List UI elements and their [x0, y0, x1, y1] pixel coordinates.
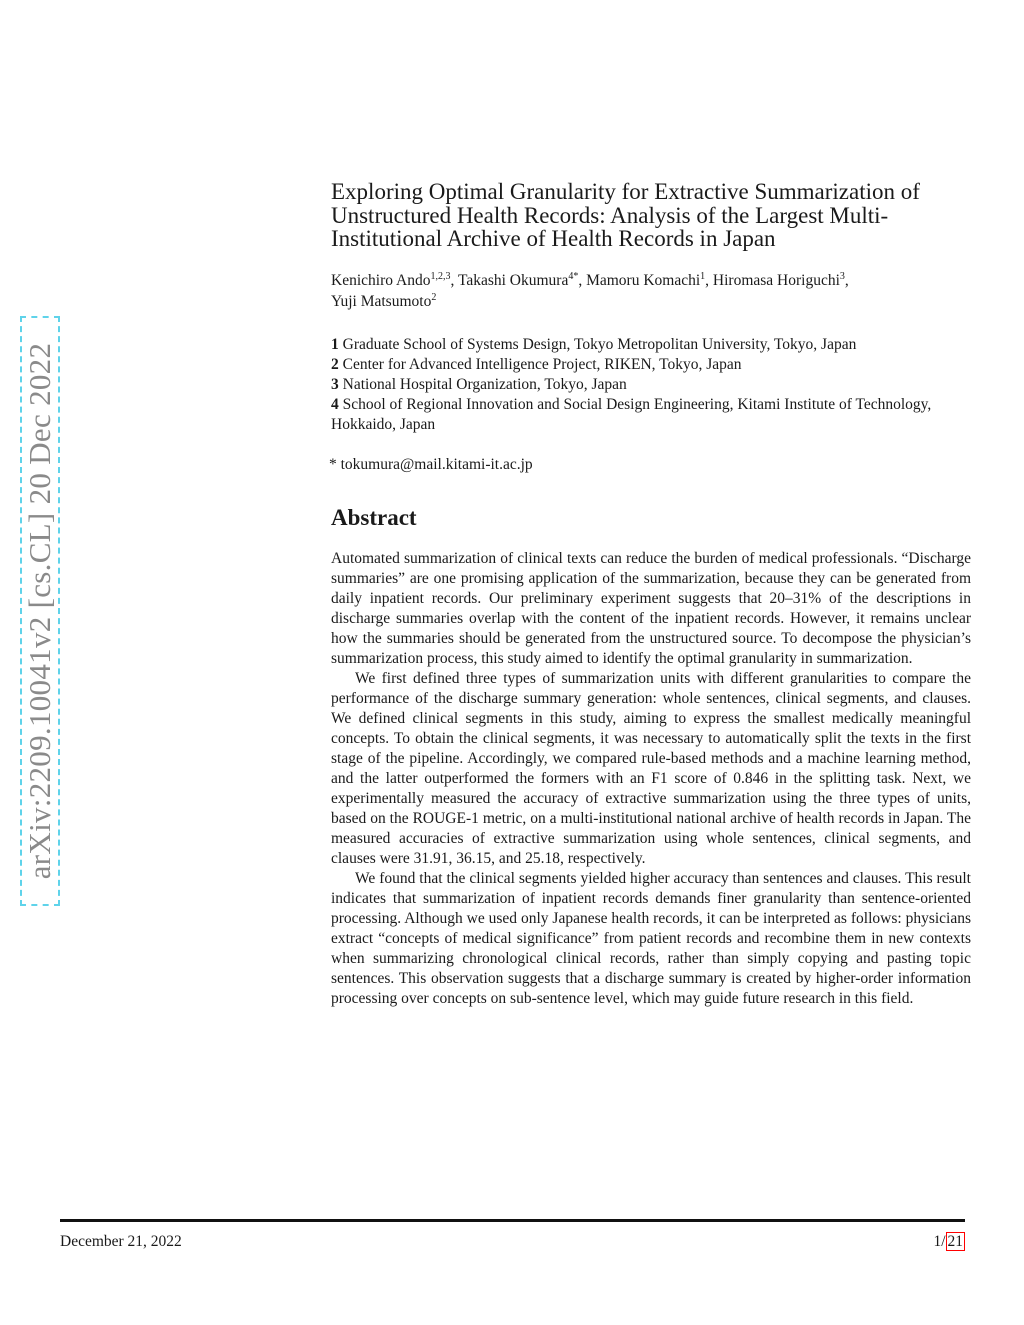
abstract-paragraph: We first defined three types of summarization units with different granularities to compare the performance of the discharge summary generation: whole sentences, clinical segments, and clauses. We defined clinical segments in this study, aiming to express the smallest medically meaningful concepts. To obtain the clinical segments, it was necessary to automatically split the texts in the first stage of the pipeline. Accordingly, we compared rule-based methods and a machine learning method, and the latter outperformed the formers with an F1 score of 0.846 in the splitting task. Next, we experimentally measured the accuracy of extractive summarization using the three types of units, based on the ROUGE-1 metric, on a multi-institutional national archive of health records in Japan. The measured accuracies of extractive summarization using whole sentences, clinical segments, and clauses were 31.91, 36.15, and 25.18, respectively.	[331, 669, 971, 867]
author: Kenichiro Ando$^{1,2,3}$	[331, 270, 451, 289]
page-number	[933, 1233, 965, 1251]
total-pages-link[interactable]: 21	[947, 1233, 963, 1250]
corresponding-author	[329, 455, 971, 475]
paper-front-matter	[331, 180, 971, 1009]
affiliation-list	[331, 335, 971, 435]
author-list: Kenichiro Ando$^{1,2,3}$, Takashi Okumura$^{4*}$, Mamoru Komachi$^1$, Hiromasa Horiguchi$^3$, Yuji Matsumoto$^2$	[331, 270, 849, 310]
footer-date: December 21, 2022	[60, 1233, 182, 1250]
paper-title: Exploring Optimal Granularity for Extractive Summarization of Unstructured Health Records: Analysis of the Largest Multi-Institutional Archive of Health Records in Japan	[331, 179, 920, 251]
abstract-section	[331, 504, 971, 1009]
affiliation: 1 Graduate School of Systems Design, Tokyo Metropolitan University, Tokyo, Japan	[331, 335, 857, 353]
footer-rule	[60, 1219, 965, 1222]
arxiv-identifier-text: arXiv:2209.10041v2 [cs.CL] 20 Dec 2022	[22, 342, 57, 880]
affiliation: 3 National Hospital Organization, Tokyo, Japan	[331, 375, 627, 393]
author: Yuji Matsumoto$^2$	[331, 291, 437, 310]
arxiv-identifier-stamp[interactable]	[20, 316, 60, 906]
page-separator: /	[941, 1233, 946, 1250]
author: Takashi Okumura$^{4*}$	[457, 270, 579, 289]
author: Hiromasa Horiguchi$^3$	[712, 270, 845, 289]
abstract-paragraph: Automated summarization of clinical texts can reduce the burden of medical professionals. “Discharge summaries” are one promising application of the summarization, because they can be generated from daily inpatient records. Our preliminary experiment suggests that 20–31% of the descriptions in discharge summaries overlap with the content of the inpatient records. However, it remains unclear how the summaries should be generated from the unstructured source. To decompose the physician’s summarization process, this study aimed to identify the optimal granularity in summarization.	[331, 549, 971, 667]
author: Mamoru Komachi$^1$	[586, 270, 706, 289]
abstract-heading: Abstract	[331, 504, 417, 530]
corresponding-email[interactable]: tokumura@mail.kitami-it.ac.jp	[340, 455, 533, 473]
affiliation: 4 School of Regional Innovation and Social Design Engineering, Kitami Institute of Technology, Hokkaido, Japan	[331, 395, 932, 433]
abstract-paragraph: We found that the clinical segments yielded higher accuracy than sentences and clauses. This result indicates that summarization of inpatient records demands finer granularity than sentence-oriented processing. Although we used only Japanese health records, it can be interpreted as follows: physicians extract “concepts of medical significance” from patient records and recombine them in new contexts when summarizing chronological clinical records, rather than simply copying and pasting topic sentences. This observation suggests that a discharge summary is created by higher-order information processing over concepts on sub-sentence level, which may guide future research in this field.	[331, 869, 971, 1007]
corresponding-mark: *	[329, 455, 337, 473]
current-page: 1	[933, 1233, 942, 1250]
affiliation: 2 Center for Advanced Intelligence Project, RIKEN, Tokyo, Japan	[331, 355, 742, 373]
